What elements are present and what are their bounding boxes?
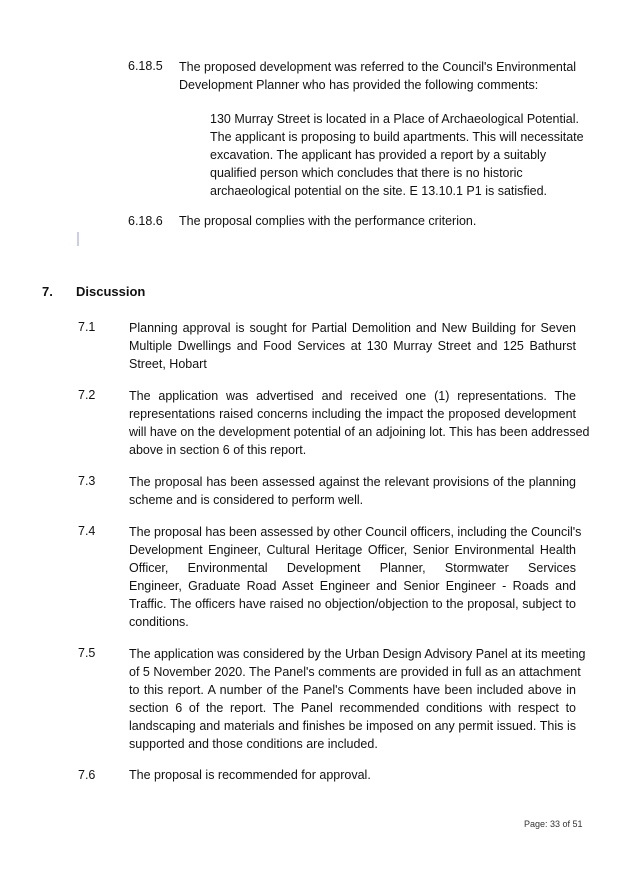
item-7-3-text [129,473,576,509]
item-number-7-4: 7.4 [78,524,96,538]
text-line: The application was considered by the Urban Design Advisory Panel at its meeting [129,647,586,661]
text-line: The proposed development was referred to the Council's Environmental [179,60,577,74]
page-number: Page: 33 of 51 [524,819,583,829]
text-line: The applicant is proposing to build apartments. This will necessitate [210,130,584,144]
section-title-discussion: Discussion [76,284,146,299]
text-line: will have on the development potential of an adjoining lot. This has been addressed [129,425,590,439]
text-line: archaeological potential on the site. E 13.10.1 P1 is satisfied. [210,184,548,198]
item-number-7-1: 7.1 [78,320,96,334]
item-6-18-5-text [179,58,577,94]
text-line: conditions. [129,615,189,629]
section-number-7: 7. [42,284,53,299]
item-7-2-text [129,387,590,459]
text-line: The application was advertised and received one (1) representations. The [129,389,576,403]
text-line: Development Engineer, Cultural Heritage Officer, Senior Environmental Health [129,543,576,557]
item-7-6-text: The proposal is recommended for approval. [129,768,371,782]
text-line: excavation. The applicant has provided a report by a suitably [210,148,547,162]
item-number-7-6: 7.6 [78,768,96,782]
text-line: Engineer, Graduate Road Asset Engineer and Senior Engineer - Roads and [129,579,576,593]
margin-mark [77,232,79,246]
text-line: landscaping and materials and finishes be imposed on any permit issued. This is [129,719,576,733]
item-number-6-18-6: 6.18.6 [128,214,163,228]
item-6-18-6-text: The proposal complies with the performance criterion. [179,214,477,228]
text-line: Multiple Dwellings and Food Services at 130 Murray Street and 125 Bathurst [129,339,576,353]
item-number-7-3: 7.3 [78,474,96,488]
text-line: The proposal has been assessed by other Council officers, including the Council's [129,525,582,539]
text-line: above in section 6 of this report. [129,443,307,457]
text-line: Planning approval is sought for Partial Demolition and New Building for Seven [129,321,576,335]
text-line: Development Planner who has provided the following comments: [179,78,539,92]
item-7-5-text [129,645,586,753]
text-line: Street, Hobart [129,357,207,371]
item-7-4-text [129,523,582,631]
planner-comment-quote [210,110,584,200]
text-line: supported and those conditions are included. [129,737,378,751]
text-line: Traffic. The officers have raised no objection/objection to the proposal, subject to [129,597,576,611]
item-number-7-2: 7.2 [78,388,96,402]
text-line: of 5 November 2020. The Panel's comments are provided in full as an attachment [129,665,581,679]
text-line: Officer, Environmental Development Planner, Stormwater Services [129,561,576,575]
text-line: representations raised concerns including the impact the proposed development [129,407,576,421]
text-line: The proposal has been assessed against the relevant provisions of the planning [129,475,576,489]
text-line: 130 Murray Street is located in a Place of Archaeological Potential. [210,112,579,126]
text-line: to this report. A number of the Panel's Comments have been included above in [129,683,576,697]
text-line: scheme and is considered to perform well. [129,493,364,507]
item-7-1-text [129,319,576,373]
text-line: section 6 of the report. The Panel recommended conditions with respect to [129,701,576,715]
item-number-7-5: 7.5 [78,646,96,660]
text-line: qualified person which concludes that there is no historic [210,166,523,180]
item-number-6-18-5: 6.18.5 [128,59,163,73]
